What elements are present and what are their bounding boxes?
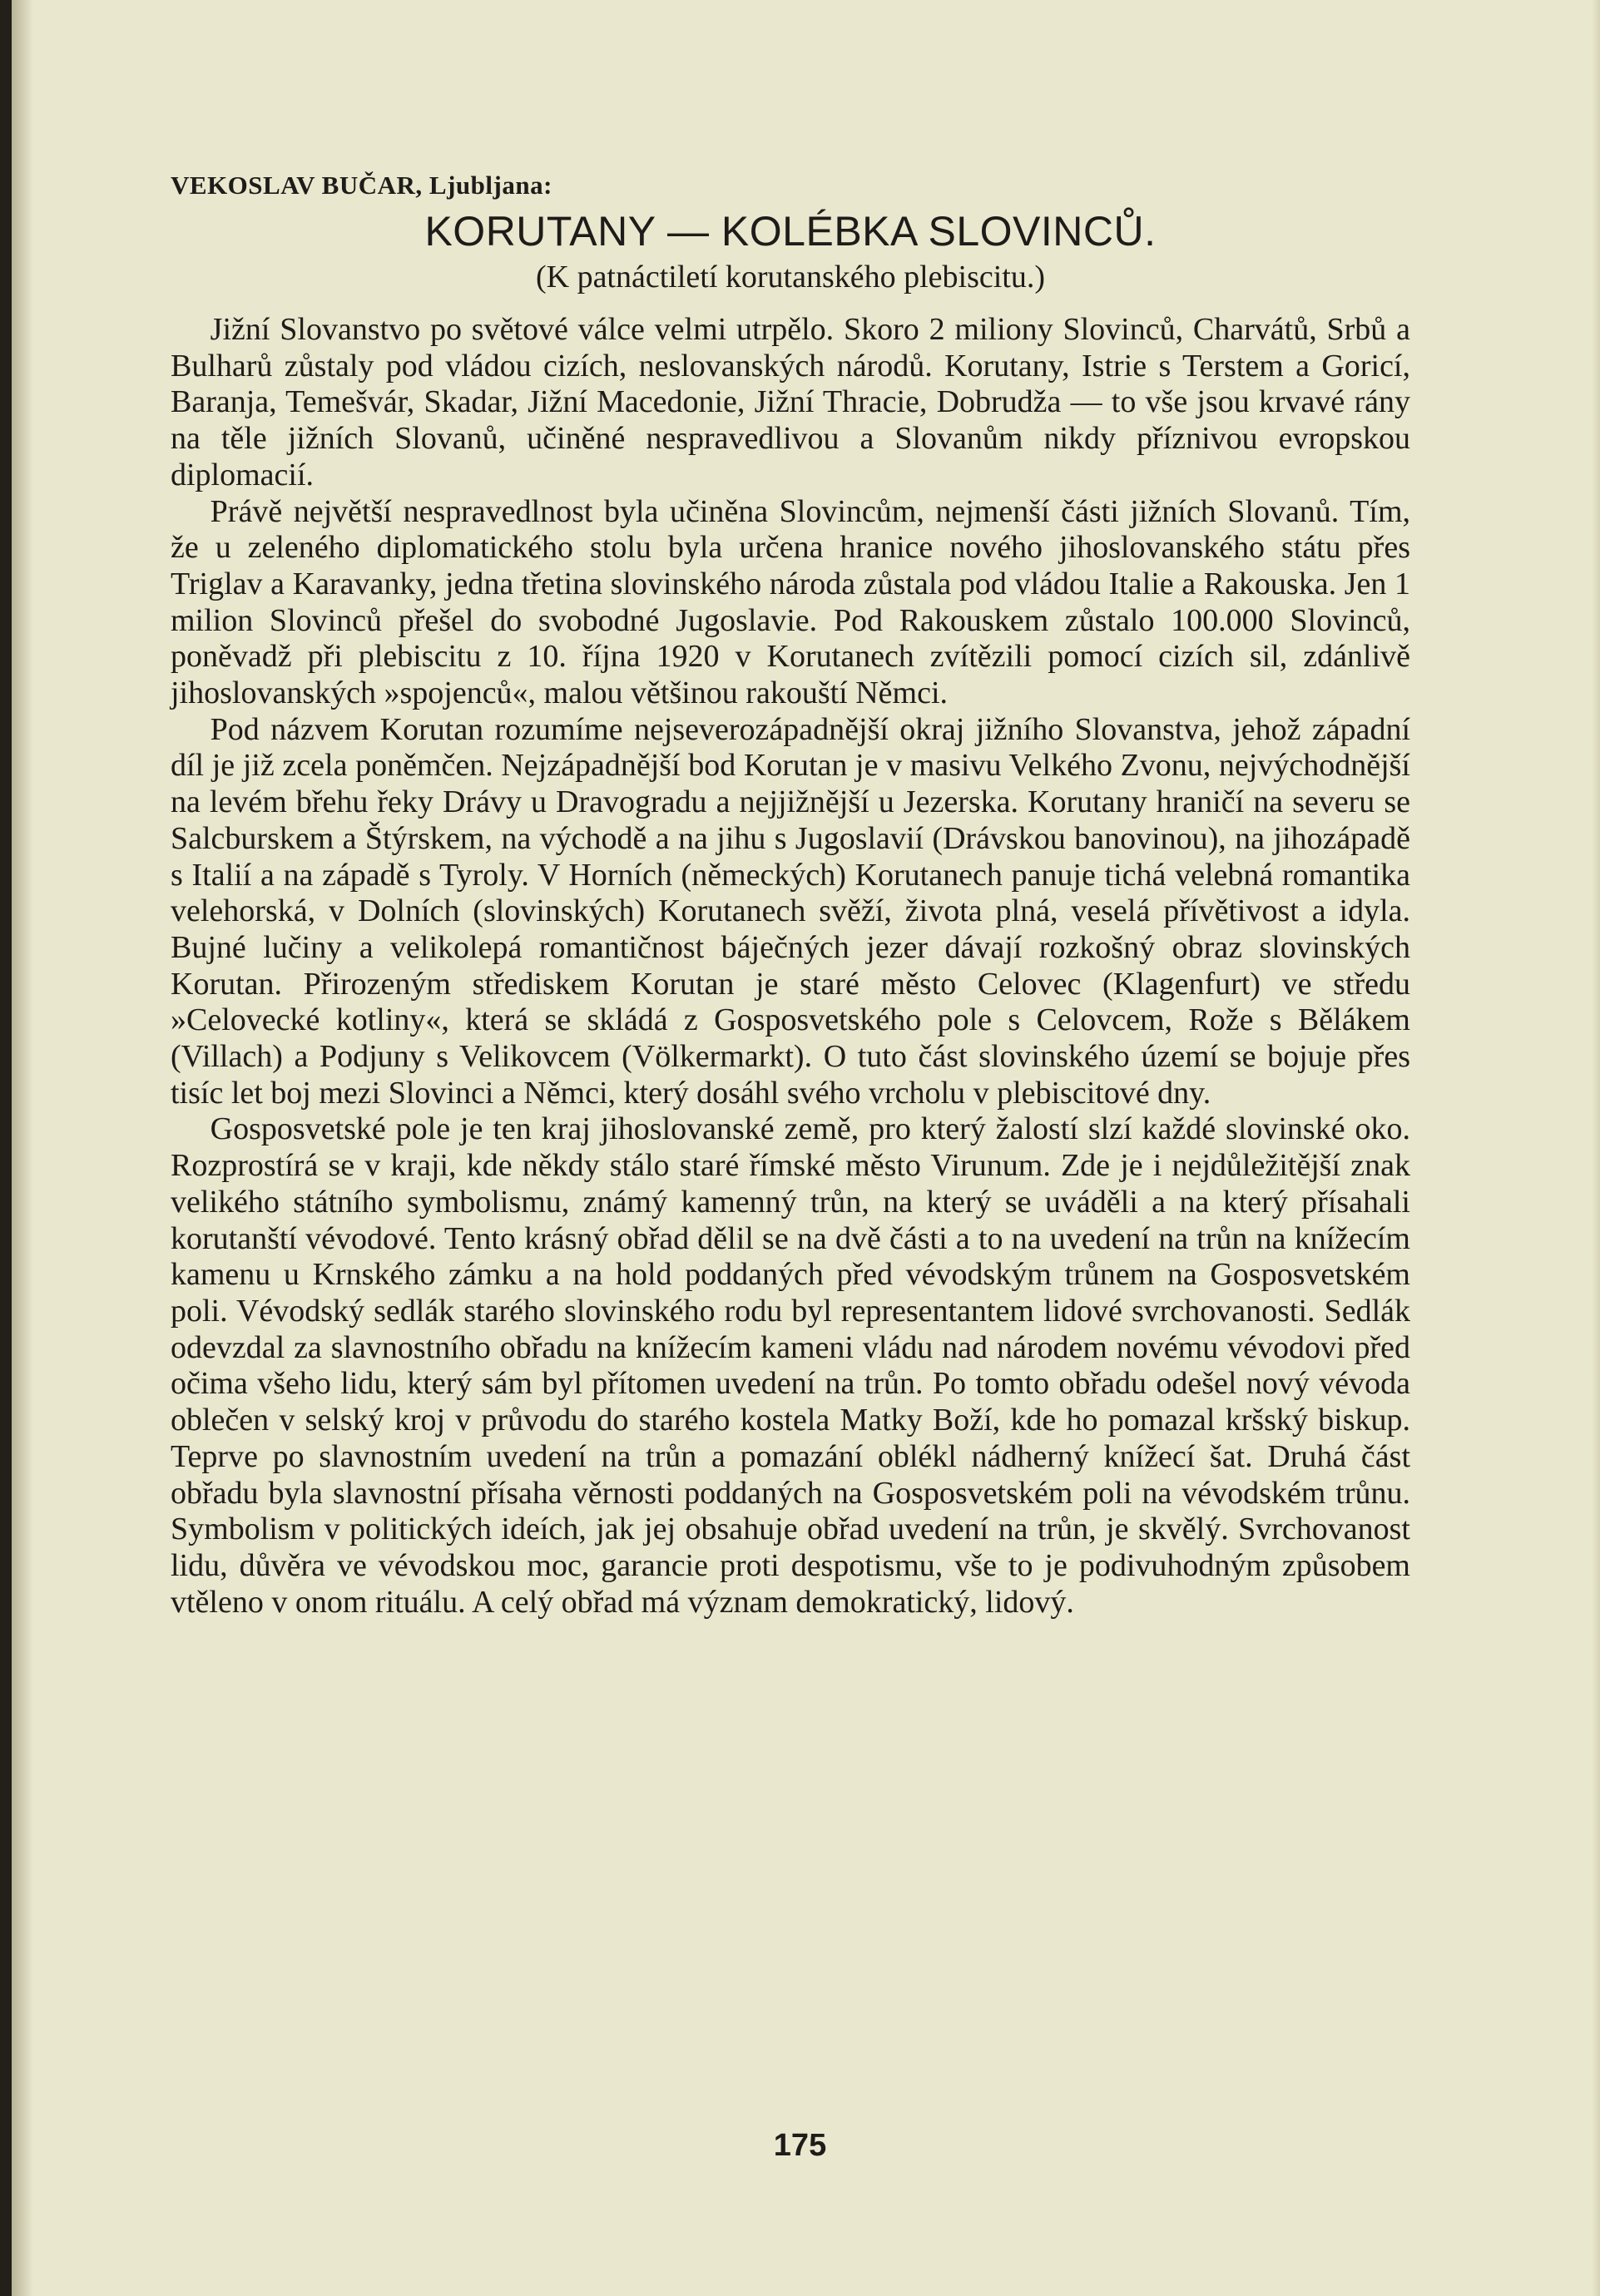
paragraph: Gosposvetské pole je ten kraj jihoslovanské země, pro který žalostí slzí každé slovinské oko. Rozprostírá se v kraji, kde někdy stálo staré římské město Virunum. Zde je i nejdůležitější znak velikého státního symbolismu, známý kamenný trůn, na který se uváděli a na který přísahali korutanští vévodové. Tento krásný obřad dělil se na dvě části a to na uvedení na trůn na knížecím kamenu u Krnského zámku a na hold poddaných před vévodským trůnem na Gosposvetském poli. Vévodský sedlák starého slovinského rodu byl representantem lidové svrchovanosti. Sedlák odevzdal za slavnostního obřadu na knížecím kameni vládu nad národem novému vévodovi před očima všeho lidu, který sám byl přítomen uvedení na trůn. Po tomto obřadu odešel nový vévoda oblečen v selský kroj v průvodu do starého kostela Matky Boží, kde ho pomazal kršský biskup. Teprve po slavnostním uvedení na trůn a pomazání oblékl nádherný knížecí šat. Druhá část obřadu byla slavnostní přísaha věrnosti poddaných na Gosposvetském poli na vévodském trůnu. Symbolism v politických ideích, jak jej obsahuje obřad uvedení na trůn, je skvělý. Svrchovanost lidu, důvěra ve vévodskou moc, garancie proti despotismu, vše to je podivuhodným způsobem vtěleno v onom rituálu. A celý obřad má význam demokratický, lidový. [171, 1111, 1410, 1620]
page-number: 175 [773, 2128, 827, 2163]
paragraph: Pod názvem Korutan rozumíme nejseverozápadnější okraj jižního Slovanstva, jehož západní díl je již zcela poněmčen. Nejzápadnější bod Korutan je v masivu Velkého Zvonu, nejvýchodnější na levém břehu řeky Drávy u Dravogradu a nejjižnější u Jezerska. Korutany hraničí na severu se Salcburskem a Štýrskem, na východě a na jihu s Jugoslavií (Drávskou banovinou), na jihozápadě s Italií a na západě s Tyroly. V Horních (německých) Korutanech panuje tichá velebná romantika velehorská, v Dolních (slovinských) Korutanech svěží, života plná, veselá přívětivost a idyla. Bujné lučiny a velikolepá romantičnost báječných jezer dávají rozkošný obraz slovinských Korutan. Přirozeným střediskem Korutan je staré město Celovec (Klagenfurt) ve středu »Celovecké kotliny«, která se skládá z Gosposvetského pole s Celovcem, Rože s Bělákem (Villach) a Podjuny s Velikovcem (Völkermarkt). O tuto část slovinského území se bojuje přes tisíc let boj mezi Slovinci a Němci, který dosáhl svého vrcholu v plebiscitové dny. [171, 711, 1410, 1111]
page-edge [1592, 0, 1600, 2296]
paragraph: Jižní Slovanstvo po světové válce velmi utrpělo. Skoro 2 miliony Slovinců, Charvátů, Srbů a Bulharů zůstaly pod vládou cizích, neslovanských národů. Korutany, Istrie s Terstem a Goricí, Baranja, Temešvár, Skadar, Jižní Macedonie, Jižní Thracie, Dobrudža — to vše jsou krvavé rány na těle jižních Slovanů, učiněné nespravedlivou a Slovanům nikdy příznivou evropskou diplomacií. [171, 312, 1410, 492]
author-name: VEKOSLAV BUČAR, [171, 171, 423, 200]
article [171, 171, 1410, 1621]
paragraph: Právě největší nespravedlnost byla učiněna Slovincům, nejmenší části jižních Slovanů. Tím, že u zeleného diplomatického stolu byla určena hranice nového jihoslovanského státu přes Triglav a Karavanky, jedna třetina slovinského národa zůstala pod vládou Italie a Rakouska. Jen 1 milion Slovinců přešel do svobodné Jugoslavie. Pod Rakouskem zůstalo 100.000 Slovinců, poněvadž při plebiscitu z 10. října 1920 v Korutanech zvítězili pomocí cizích sil, zdánlivě jihoslovanských »spojenců«, malou většinou rakouští Němci. [171, 493, 1410, 711]
author-line [171, 171, 1410, 200]
article-subtitle: (K patnáctiletí korutanského plebiscitu.) [535, 260, 1046, 294]
author-place: Ljubljana: [428, 171, 552, 200]
gutter-shade [12, 0, 33, 2296]
book-spine-shadow [0, 0, 12, 2296]
article-title: KORUTANY — KOLÉBKA SLOVINCŮ. [424, 208, 1157, 255]
article-body [171, 312, 1410, 1621]
